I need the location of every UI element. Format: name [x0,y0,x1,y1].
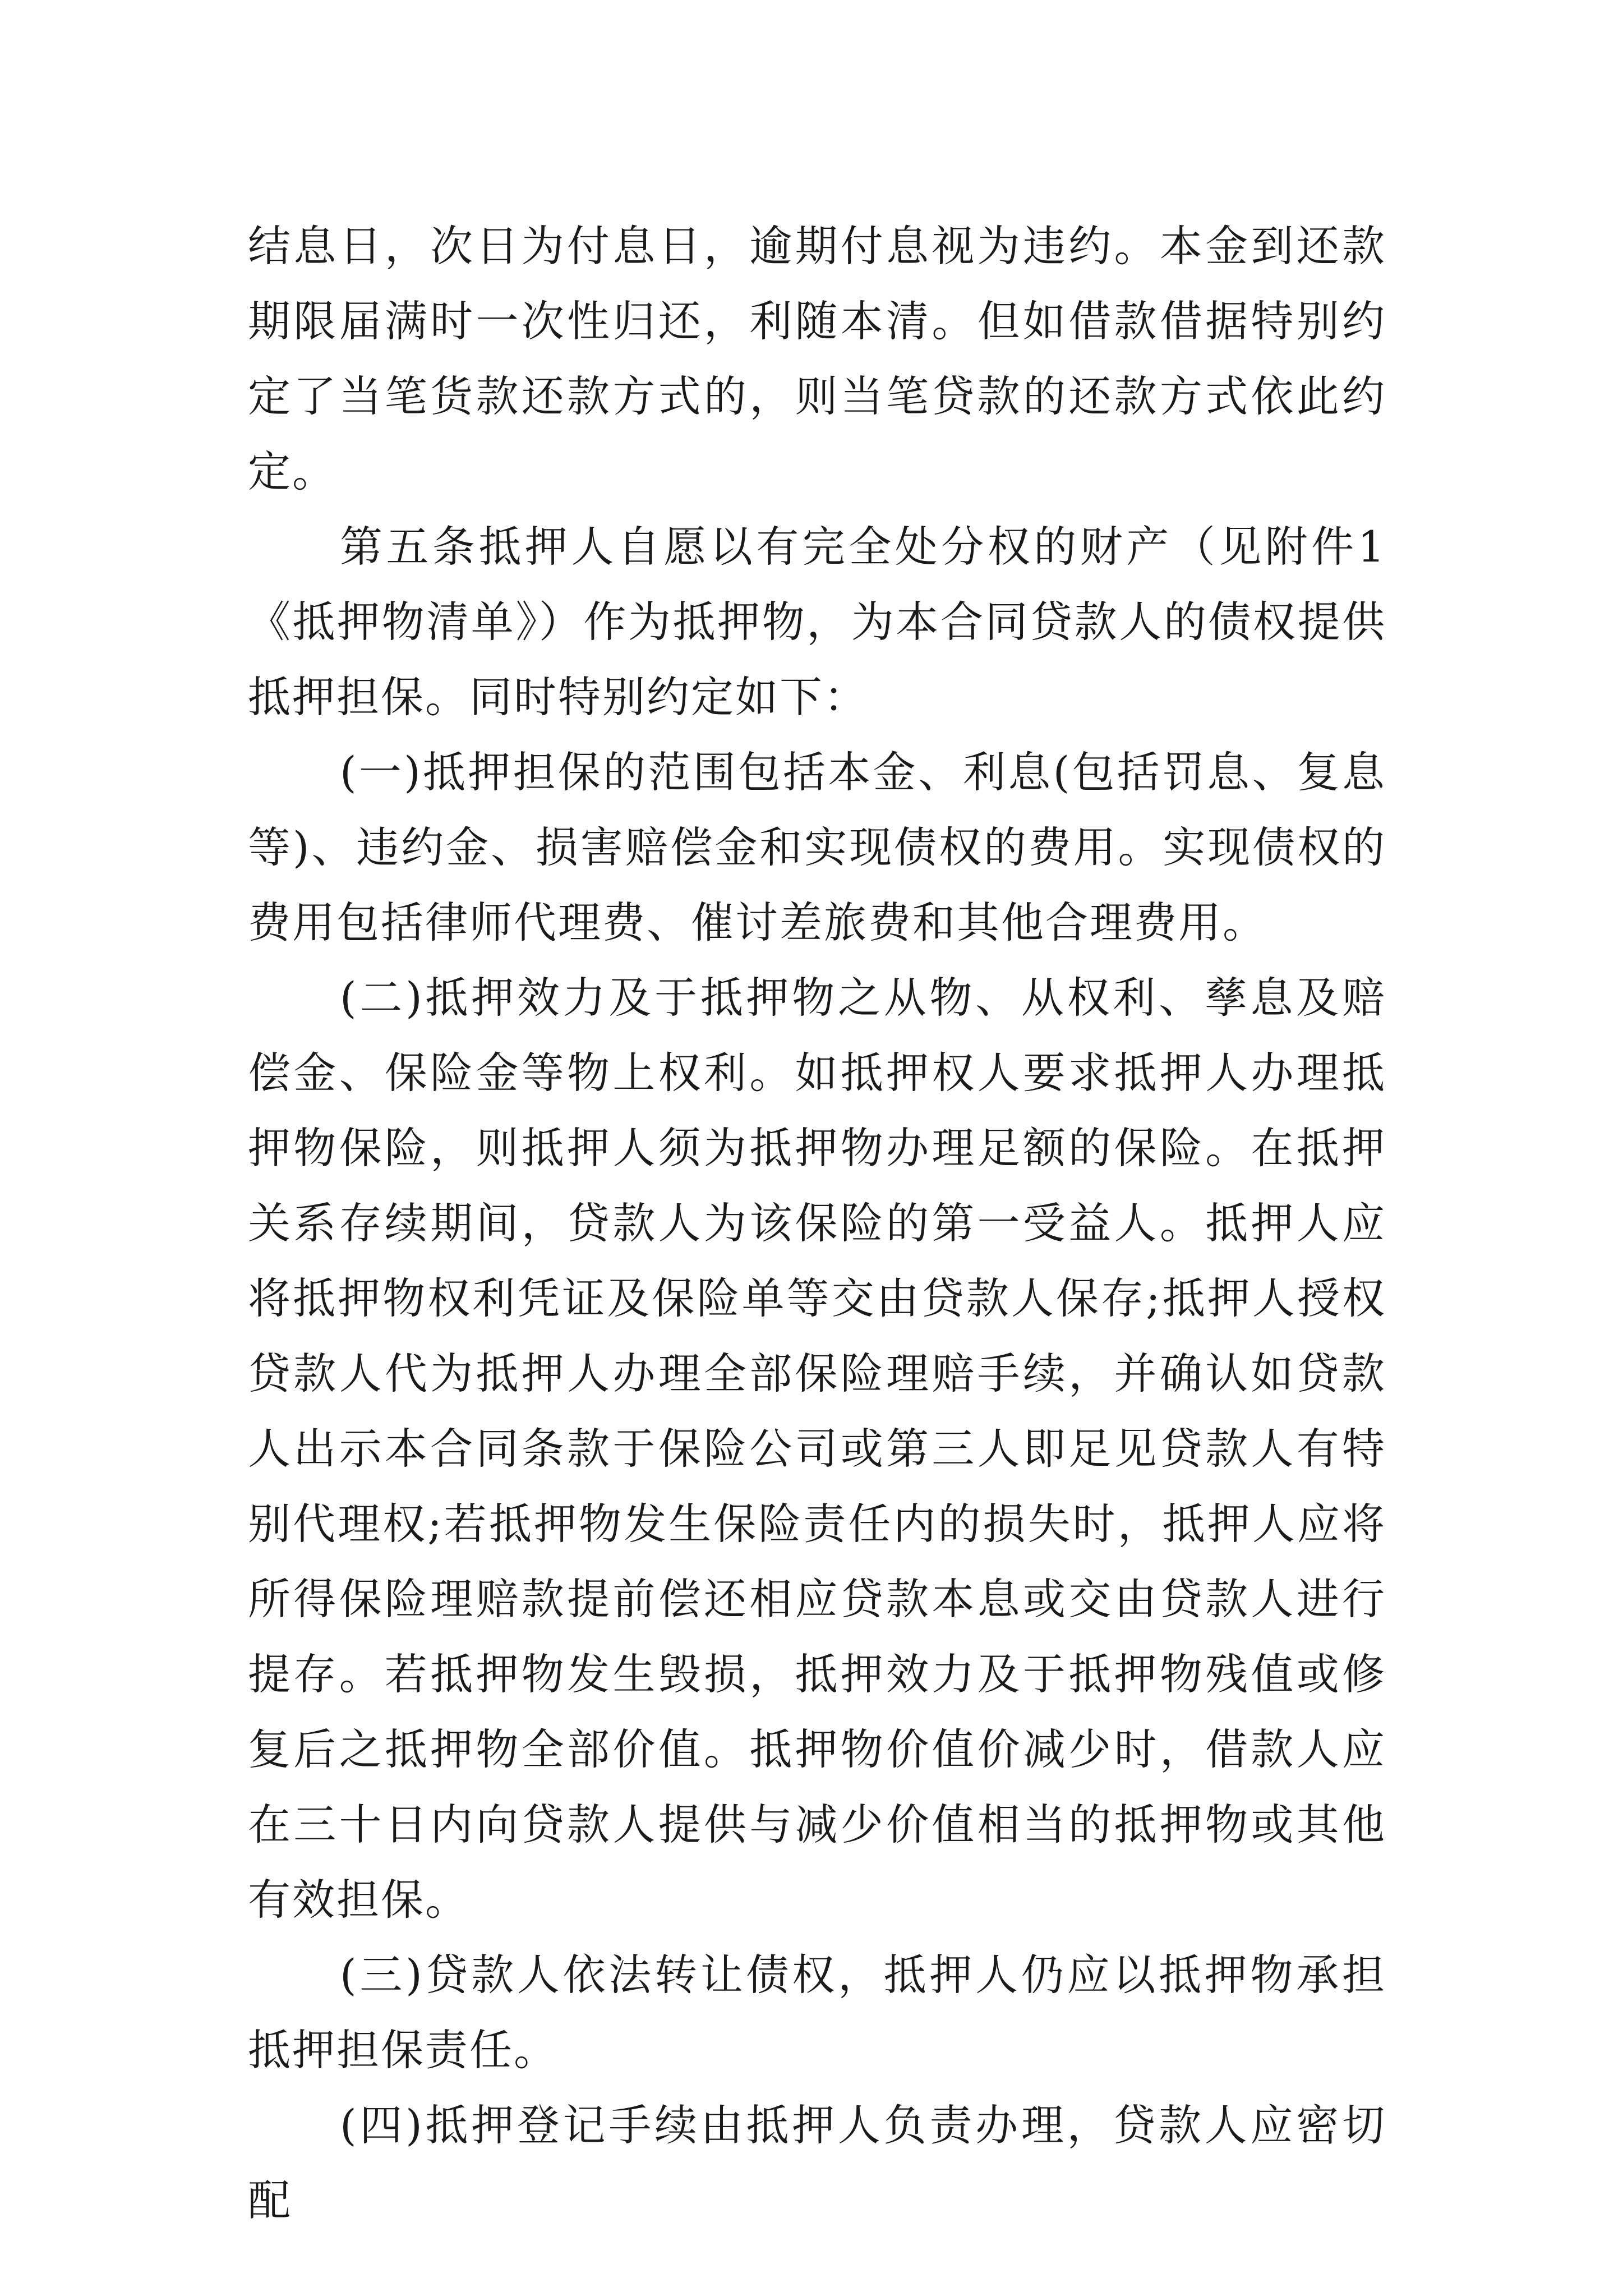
document-body [248,209,1386,2238]
paragraph-clause-2: (二)抵押效力及于抵押物之从物、从权利、孳息及赔偿金、保险金等物上权利。如抵押权人要求抵押人办理抵押物保险，则抵押人须为抵押物办理足额的保险。在抵押关系存续期间，贷款人为该保险的第一受益人。抵押人应将抵押物权利凭证及保险单等交由贷款人保存;抵押人授权贷款人代为抵押人办理全部保险理赔手续，并确认如贷款人出示本合同条款于保险公司或第三人即足见贷款人有特别代理权;若抵押物发生保险责任内的损失时，抵押人应将所得保险理赔款提前偿还相应贷款本息或交由贷款人进行提存。若抵押物发生毁损，抵押效力及于抵押物残值或修复后之抵押物全部价值。抵押物价值价减少时，借款人应在三十日内向贷款人提供与减少价值相当的抵押物或其他有效担保。 [248,973,1386,1925]
paragraph-clause-3: (三)贷款人依法转让债权，抵押人仍应以抵押物承担抵押担保责任。 [248,1950,1386,2075]
paragraph-clause-4: (四)抵押登记手续由抵押人负责办理，贷款人应密切配 [248,2100,1386,2225]
paragraph-continuation: 结息日，次日为付息日，逾期付息视为违约。本金到还款期限届满时一次性归还，利随本清。但如借款借据特别约定了当笔货款还款方式的，则当笔贷款的还款方式依此约定。 [248,221,1386,496]
paragraph-article-5: 第五条抵押人自愿以有完全处分权的财产（见附件1《抵押物清单》）作为抵押物，为本合同贷款人的债权提供抵押担保。同时特别约定如下： [248,522,1386,722]
paragraph-clause-1: (一)抵押担保的范围包括本金、利息(包括罚息、复息等)、违约金、损害赔偿金和实现债权的费用。实现债权的费用包括律师代理费、催讨差旅费和其他合理费用。 [248,747,1386,947]
